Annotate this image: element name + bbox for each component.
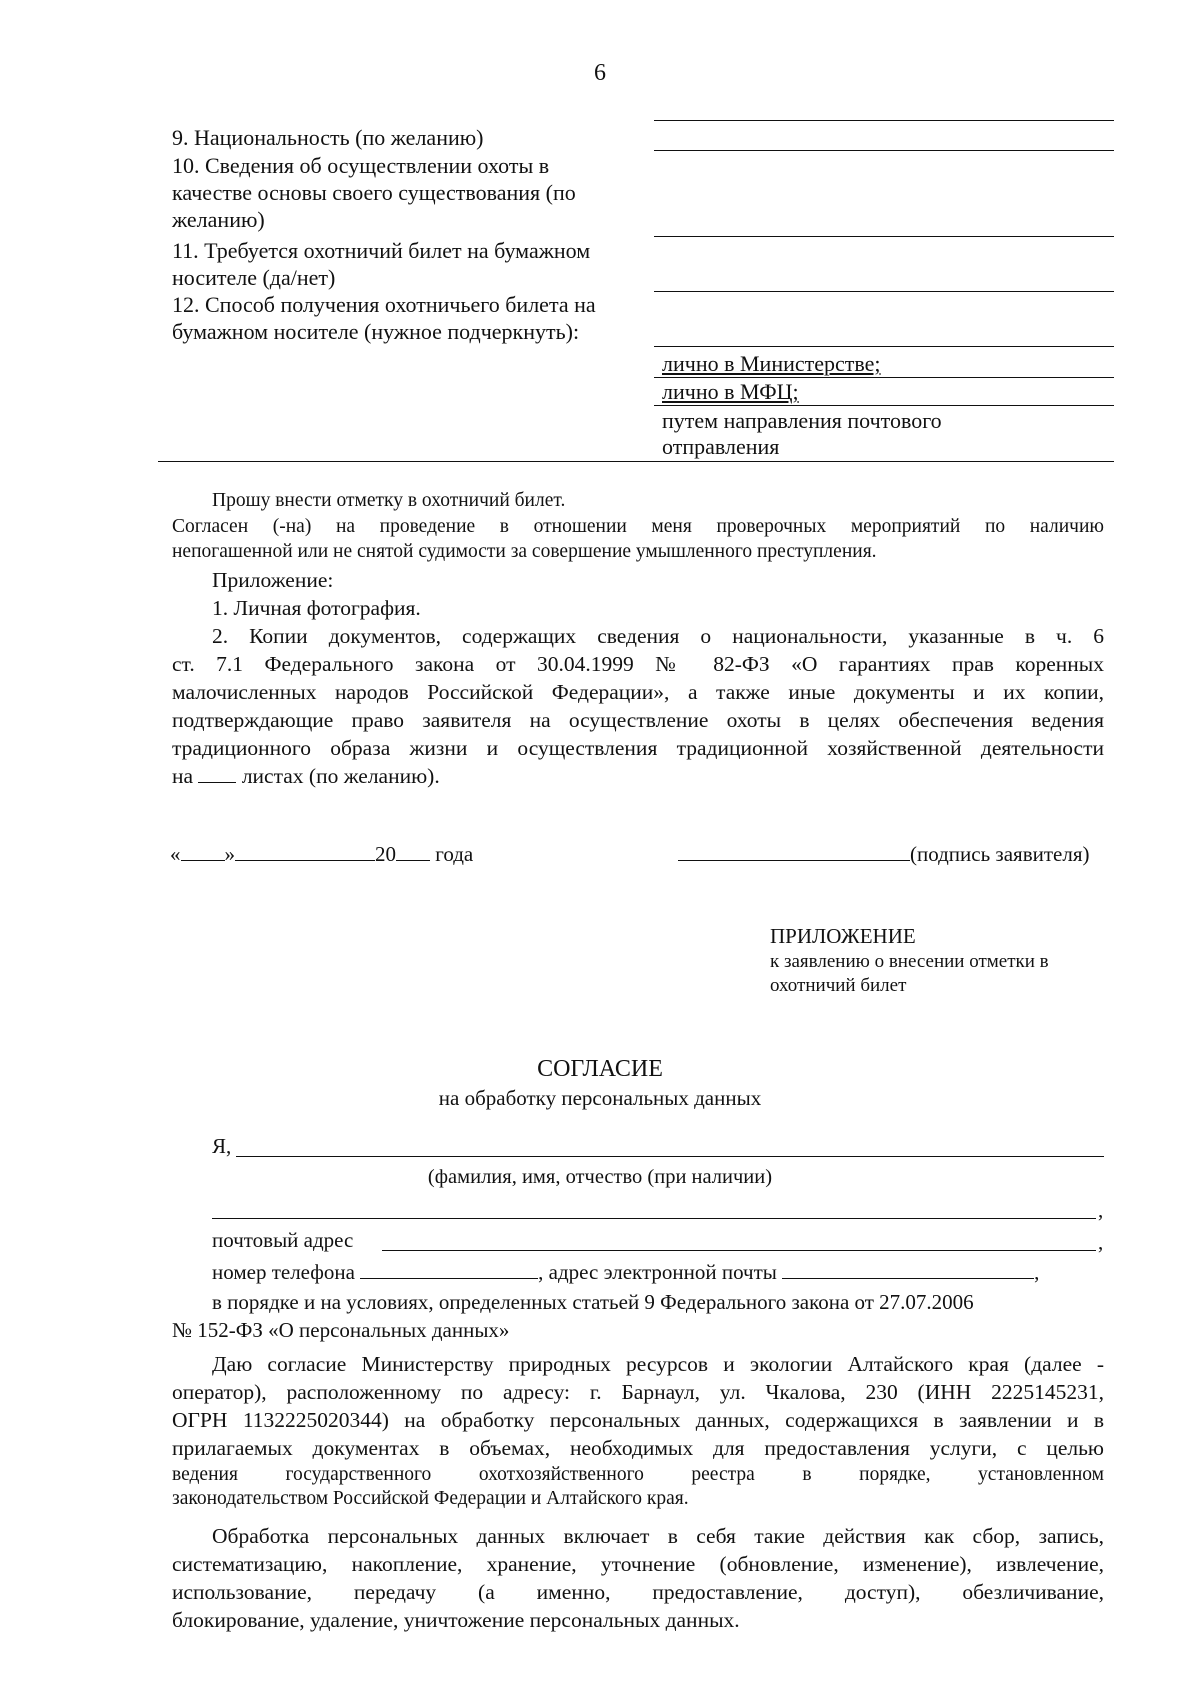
comma: , (1034, 1260, 1040, 1284)
page-number: 6 (594, 60, 606, 86)
delivery-option-mail[interactable] (662, 408, 942, 460)
consent-paragraph-1-line: Даю согласие Министерству природных ресурсов и экологии Алтайского края (далее - (212, 1352, 1104, 1376)
appendix-line-1: к заявлению о внесении отметки в (770, 951, 1049, 972)
quote-open: « (170, 842, 181, 866)
question-line: 11. Требуется охотничий билет на бумажном (172, 238, 591, 263)
postal-address-input-line[interactable] (382, 1250, 1096, 1251)
section-divider (158, 461, 1114, 462)
divider-line (654, 377, 1114, 378)
attachment-item-2-line: традиционного образа жизни и осуществления традиционной хозяйственной деятельности (172, 736, 1104, 760)
answer-line-paper-ticket[interactable] (654, 291, 1114, 292)
answer-line-delivery-method[interactable] (654, 346, 1114, 347)
year-word: года (435, 842, 474, 866)
delivery-option-label: отправления (662, 434, 780, 459)
consent-paragraph-1-line: оператор), расположенному по адресу: г. Барнаул, ул. Чкалова, 230 (ИНН 2225145231, (172, 1380, 1104, 1404)
consent-title: СОГЛАСИЕ (537, 1056, 663, 1082)
attachment-item-2-line: ст. 7.1 Федерального закона от 30.04.1999 № 82-ФЗ «О гарантиях прав коренных (172, 652, 1104, 676)
comma: , (1098, 1198, 1104, 1222)
question-hunting-basis (172, 152, 576, 233)
pages-count-field[interactable] (198, 764, 236, 783)
question-line: 9. Национальность (по желанию) (172, 125, 484, 150)
law-line-1: в порядке и на условиях, определенных статьей 9 Федерального закона от 27.07.2006 (212, 1290, 974, 1314)
day-field[interactable] (181, 842, 225, 861)
phone-input[interactable] (360, 1260, 538, 1279)
request-line: Прошу внести отметку в охотничий билет. (212, 490, 566, 511)
question-line: бумажном носителе (нужное подчеркнуть): (172, 319, 580, 344)
question-line: 12. Способ получения охотничьего билета на (172, 292, 596, 317)
question-line: носителе (да/нет) (172, 265, 336, 290)
consent-check-line-1: Согласен (-на) на проведение в отношении меня проверочных мероприятий по наличию (172, 516, 1104, 537)
consent-paragraph-1-line: законодательством Российской Федерации и Алтайского края. (172, 1488, 689, 1509)
signature-label: (подпись заявителя) (910, 842, 1090, 866)
consent-paragraph-2-line: использование, передачу (а именно, предоставление, доступ), обезличивание, (172, 1580, 1104, 1604)
law-line-2: № 152-ФЗ «О персональных данных» (172, 1318, 510, 1342)
delivery-option-label: лично в МФЦ; (662, 379, 799, 404)
question-nationality (172, 124, 484, 151)
delivery-option-label: путем направления почтового (662, 408, 942, 433)
attachments-heading: Приложение: (212, 568, 334, 592)
question-delivery-method (172, 291, 596, 345)
delivery-option-mfc[interactable] (662, 379, 799, 405)
signature-field (678, 842, 1090, 867)
signature-line[interactable] (678, 842, 910, 861)
divider-line (654, 405, 1114, 406)
answer-line-nationality[interactable] (654, 120, 1114, 121)
attachment-item-2-line: подтверждающие право заявителя на осуществление охоты в целях обеспечения ведения (172, 708, 1104, 732)
appendix-line-2: охотничий билет (770, 975, 907, 996)
question-line: 10. Сведения об осуществлении охоты в (172, 153, 550, 178)
date-field (170, 842, 473, 867)
consent-subtitle: на обработку персональных данных (438, 1086, 762, 1110)
fio-continuation-line[interactable] (212, 1218, 1096, 1219)
year-field[interactable] (396, 842, 430, 861)
fio-input-line[interactable] (236, 1156, 1104, 1157)
month-field[interactable] (235, 842, 375, 861)
pages-suffix: листах (по желанию). (241, 764, 440, 788)
postal-address-label: почтовый адрес (212, 1228, 354, 1252)
email-input[interactable] (782, 1260, 1034, 1279)
consent-paragraph-2-line: блокирование, удаление, уничтожение персональных данных. (172, 1608, 740, 1632)
consent-paragraph-2-line: систематизацию, накопление, хранение, уточнение (обновление, изменение), извлечение, (172, 1552, 1104, 1576)
phone-label: номер телефона (212, 1260, 355, 1284)
quote-close: » (224, 842, 235, 866)
attachment-item-2-line: малочисленных народов Российской Федерации», а также иные документы и их копии, (172, 680, 1104, 704)
delivery-option-label: лично в Министерстве; (662, 351, 881, 376)
fio-caption: (фамилия, имя, отчество (при наличии) (427, 1166, 773, 1188)
attachment-pages-line (172, 762, 440, 790)
phone-row (212, 1260, 1039, 1285)
email-label: , адрес электронной почты (538, 1260, 777, 1284)
consent-paragraph-1-line: ОГРН 1132225020344) на обработку персональных данных, содержащихся в заявлении и в (172, 1408, 1104, 1432)
pages-prefix: на (172, 764, 194, 788)
comma: , (1098, 1230, 1104, 1254)
year-prefix: 20 (375, 842, 396, 866)
consent-paragraph-1-line: прилагаемых документах в объемах, необходимых для предоставления услуги, с целью (172, 1436, 1104, 1460)
answer-line-nationality-2[interactable] (654, 150, 1114, 151)
question-line: качестве основы своего существования (по (172, 180, 576, 205)
delivery-option-ministry[interactable] (662, 351, 881, 377)
consent-check-line-2: непогашенной или не снятой судимости за совершение умышленного преступления. (172, 541, 877, 562)
appendix-title: ПРИЛОЖЕНИЕ (770, 924, 916, 948)
i-label: Я, (212, 1134, 232, 1158)
consent-paragraph-2-line: Обработка персональных данных включает в себя такие действия как сбор, запись, (212, 1524, 1104, 1548)
attachment-item-1: 1. Личная фотография. (212, 596, 421, 620)
attachment-item-2-line: 2. Копии документов, содержащих сведения о национальности, указанные в ч. 6 (212, 624, 1104, 648)
question-line: желанию) (172, 207, 265, 232)
question-paper-ticket (172, 237, 590, 291)
consent-paragraph-1-line: ведения государственного охотхозяйственного реестра в порядке, установленном (172, 1464, 1104, 1485)
answer-line-hunting-basis[interactable] (654, 236, 1114, 237)
